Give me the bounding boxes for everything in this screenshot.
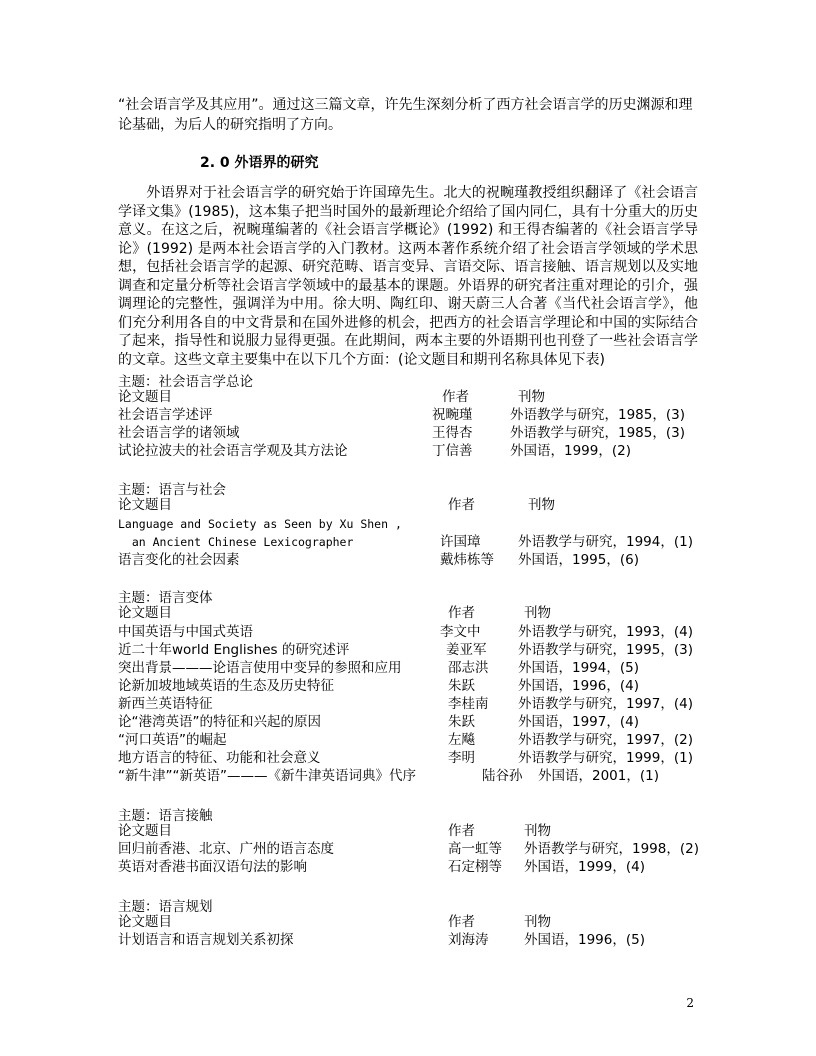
- topic-title: 主题：语言与社会: [118, 482, 226, 498]
- page-number: 2: [686, 996, 694, 1010]
- header-author: 作者: [448, 914, 475, 930]
- paper-title: Language and Society as Seen by Xu Shen ,: [118, 517, 402, 531]
- paper-title: 地方语言的特征、功能和社会意义: [118, 750, 321, 766]
- paper-journal: 外语教学与研究，1985，(3): [510, 407, 685, 423]
- table-header: [118, 913, 738, 931]
- paper-journal: 外语教学与研究，1994，(1): [518, 534, 693, 550]
- topic-title: 主题：社会语言学总论: [118, 374, 253, 390]
- paper-author: 陆谷孙: [482, 768, 523, 784]
- paper-author: 高一虹等: [448, 841, 502, 857]
- paper-journal: 外语教学与研究，1993，(4): [518, 624, 693, 640]
- paper-author: 石定栩等: [448, 859, 502, 875]
- paper-title: 中国英语与中国式英语: [118, 624, 253, 640]
- paper-title: 回归前香港、北京、广州的语言态度: [118, 841, 334, 857]
- table-row: [118, 749, 738, 767]
- header-journal: 刊物: [524, 823, 551, 839]
- table-row: [118, 442, 738, 460]
- table-row: [118, 424, 738, 442]
- paper-title: “河口英语”的崛起: [118, 732, 227, 748]
- topic-title: 主题：语言变体: [118, 590, 213, 606]
- header-journal: 刊物: [524, 605, 551, 621]
- paper-author: 李文中: [440, 624, 481, 640]
- paper-journal: 外国语，1999，(2): [510, 443, 631, 459]
- paper-author: 刘海涛: [448, 932, 489, 948]
- table-row: [118, 840, 738, 858]
- paper-title: 论“港湾英语”的特征和兴起的原因: [118, 714, 321, 730]
- intro-line-2: 论基础，为后人的研究指明了方向。: [118, 117, 342, 133]
- paper-title: an Ancient Chinese Lexicographer: [118, 535, 354, 549]
- paper-author: 邵志洪: [448, 660, 489, 676]
- paper-author: 许国璋: [440, 534, 481, 550]
- table-row: [118, 713, 738, 731]
- paper-author: 丁信善: [432, 443, 473, 459]
- paper-title: 社会语言学述评: [118, 407, 213, 423]
- header-journal: 刊物: [524, 914, 551, 930]
- paper-title: 近二十年world Englishes 的研究述评: [118, 642, 350, 658]
- paper-journal: 外国语，2001，(1): [538, 768, 659, 784]
- table-row: [118, 406, 738, 424]
- table-row: [118, 695, 738, 713]
- table-header: [118, 388, 738, 406]
- topic-title: 主题：语言规划: [118, 899, 213, 915]
- table-row: [118, 515, 738, 533]
- table-row: [118, 533, 738, 551]
- intro-line-1: “社会语言学及其应用”。通过这三篇文章，许先生深刻分析了西方社会语言学的历史渊源和理: [118, 97, 693, 113]
- table-row: [118, 641, 738, 659]
- header-title: 论文题目: [118, 914, 172, 930]
- paper-journal: 外语教学与研究，1998，(2): [524, 841, 699, 857]
- paper-title: “新牛津”“新英语”———《新牛津英语词典》代序: [118, 768, 416, 784]
- header-title: 论文题目: [118, 389, 172, 405]
- header-journal: 刊物: [528, 497, 555, 513]
- paper-journal: 外语教学与研究，1997，(2): [518, 732, 693, 748]
- paper-author: 朱跃: [448, 714, 475, 730]
- paper-title: 英语对香港书面汉语句法的影响: [118, 859, 307, 875]
- paper-title: 论新加坡地域英语的生态及历史特征: [118, 678, 334, 694]
- table-row: [118, 677, 738, 695]
- header-title: 论文题目: [118, 823, 172, 839]
- header-title: 论文题目: [118, 605, 172, 621]
- table-row: [118, 931, 738, 949]
- header-author: 作者: [442, 389, 469, 405]
- paper-author: 姜亚军: [446, 642, 487, 658]
- table-row: [118, 731, 738, 749]
- paper-journal: 外国语，1995，(6): [518, 552, 639, 568]
- header-author: 作者: [448, 605, 475, 621]
- paper-title: 计划语言和语言规划关系初探: [118, 932, 294, 948]
- paper-author: 李桂南: [448, 696, 489, 712]
- paper-journal: 外国语，1994，(5): [518, 660, 639, 676]
- paper-title: 社会语言学的诸领域: [118, 425, 240, 441]
- paper-author: 李明: [448, 750, 475, 766]
- paper-journal: 外语教学与研究，1985，(3): [510, 425, 685, 441]
- topic-title: 主题：语言接触: [118, 808, 213, 824]
- paper-journal: 外国语，1997，(4): [518, 714, 639, 730]
- table-row: [118, 623, 738, 641]
- table-header: [118, 496, 738, 514]
- section-title: 2. 0 外语界的研究: [200, 155, 319, 171]
- paper-journal: 外国语，1996，(4): [518, 678, 639, 694]
- table-row: [118, 858, 738, 876]
- paper-title: 新西兰英语特征: [118, 696, 213, 712]
- paper-title: 语言变化的社会因素: [118, 552, 240, 568]
- table-header: [118, 822, 738, 840]
- paper-journal: 外语教学与研究，1999，(1): [518, 750, 693, 766]
- paper-author: 朱跃: [448, 678, 475, 694]
- paper-title: 试论拉波夫的社会语言学观及其方法论: [118, 443, 348, 459]
- header-journal: 刊物: [518, 389, 545, 405]
- paper-author: 王得杏: [432, 425, 473, 441]
- table-header: [118, 604, 738, 622]
- paper-journal: 外语教学与研究，1997，(4): [518, 696, 693, 712]
- paper-author: 戴炜栋等: [440, 552, 494, 568]
- table-row: [118, 767, 738, 785]
- paper-author: 祝畹瑾: [432, 407, 473, 423]
- body-paragraph: 外语界对于社会语言学的研究始于许国璋先生。北大的祝畹瑾教授组织翻译了《社会语言学译文集》(1985)，这本集子把当时国外的最新理论介绍给了国内同仁，具有十分重大的历史意义。在这之后，祝畹瑾编著的《社会语言学概论》(1992) 和王得杏编著的《社会语言学导论》(1992) 是两本社会语言学的入门教材。这两本著作系统介绍了社会语言学领域的学术思想，包括社会语言学的起源、研究范畴、语言变异、言语交际、语言接触、语言规划以及实地调查和定量分析等社会语言学领域中的最基本的课题。外语界的研究者注重对理论的引介，强调理论的完整性，强调洋为中用。徐大明、陶红印、谢天蔚三人合著《当代社会语言学》，他们充分利用各自的中文背景和在国外进修的机会，把西方的社会语言学理论和中国的实际结合了起来，指导性和说服力显得更强。在此期间，两本主要的外语期刊也刊登了一些社会语言学的文章。这些文章主要集中在以下几个方面：(论文题目和期刊名称具体见下表): [118, 185, 698, 368]
- paper-author: 左飚: [448, 732, 475, 748]
- header-author: 作者: [448, 823, 475, 839]
- paper-journal: 外语教学与研究，1995，(3): [518, 642, 693, 658]
- table-row: [118, 659, 738, 677]
- table-row: [118, 551, 738, 569]
- paper-journal: 外国语，1999，(4): [524, 859, 645, 875]
- paper-journal: 外国语，1996，(5): [524, 932, 645, 948]
- paper-title: 突出背景———论语言使用中变异的参照和应用: [118, 660, 402, 676]
- header-author: 作者: [448, 497, 475, 513]
- header-title: 论文题目: [118, 497, 172, 513]
